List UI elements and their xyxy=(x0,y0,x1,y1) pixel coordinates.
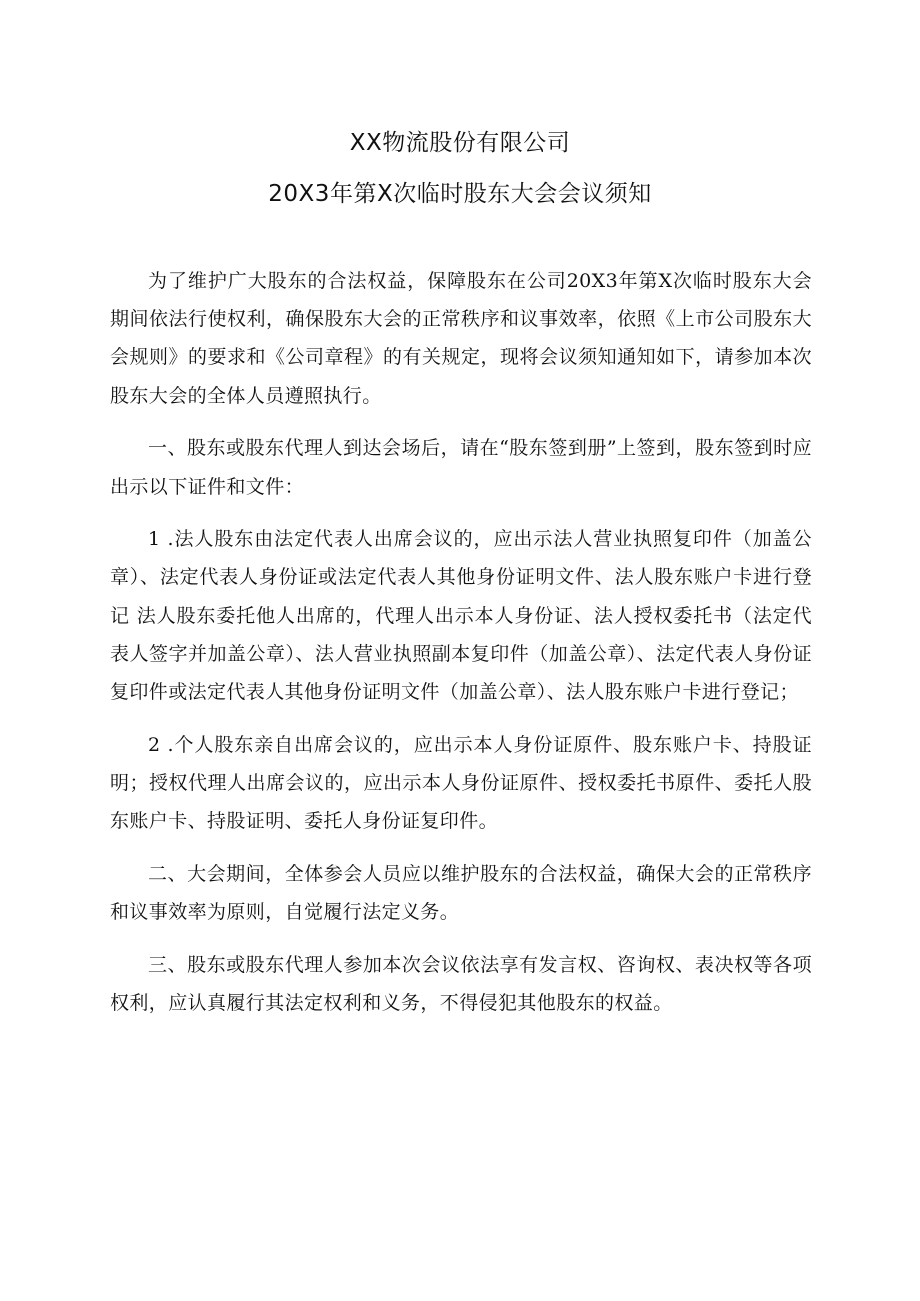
company-title: XX物流股份有限公司 xyxy=(349,130,571,156)
section-three-paragraph: 三、股东或股东代理人参加本次会议依法享有发言权、咨询权、表决权等各项权利，应认真履行其法定权利和义务，不得侵犯其他股东的权益。 xyxy=(110,953,812,1014)
meeting-title: 20X3年第X次临时股东大会会议须知 xyxy=(268,181,652,207)
section-one-paragraph: 一、股东或股东代理人到达会场后，请在“股东签到册”上签到，股东签到时应出示以下证件和文件： xyxy=(110,437,812,498)
item-two-paragraph: 2 .个人股东亲自出席会议的，应出示本人身份证原件、股东账户卡、持股证明；授权代理人出席会议的，应出示本人身份证原件、授权委托书原件、委托人股东账户卡、持股证明、委托人身份证复印件。 xyxy=(110,733,812,833)
section-two-paragraph: 二、大会期间，全体参会人员应以维护股东的合法权益，确保大会的正常秩序和议事效率为原则，自觉履行法定义务。 xyxy=(110,862,812,924)
intro-paragraph: 为了维护广大股东的合法权益，保障股东在公司20X3年第X次临时股东大会期间依法行使权利，确保股东大会的正常秩序和议事效率，依照《上市公司股东大会规则》的要求和《公司章程》的有关规定，现将会议须知通知如下，请参加本次股东大会的全体人员遵照执行。 xyxy=(110,270,812,407)
item-one-paragraph: 1 .法人股东由法定代表人出席会议的，应出示法人营业执照复印件（加盖公章）、法定代表人身份证或法定代表人其他身份证明文件、法人股东账户卡进行登记 法人股东委托他人出席的，代理人出示本人身份证、法人授权委托书（法定代表人签字并加盖公章）、法人营业执照副本复印件（加盖公章）、法定代表人身份证复印件或法定代表人其他身份证明文件（加盖公章）、法人股东账户卡进行登记； xyxy=(110,528,812,704)
document-body xyxy=(110,262,812,1037)
